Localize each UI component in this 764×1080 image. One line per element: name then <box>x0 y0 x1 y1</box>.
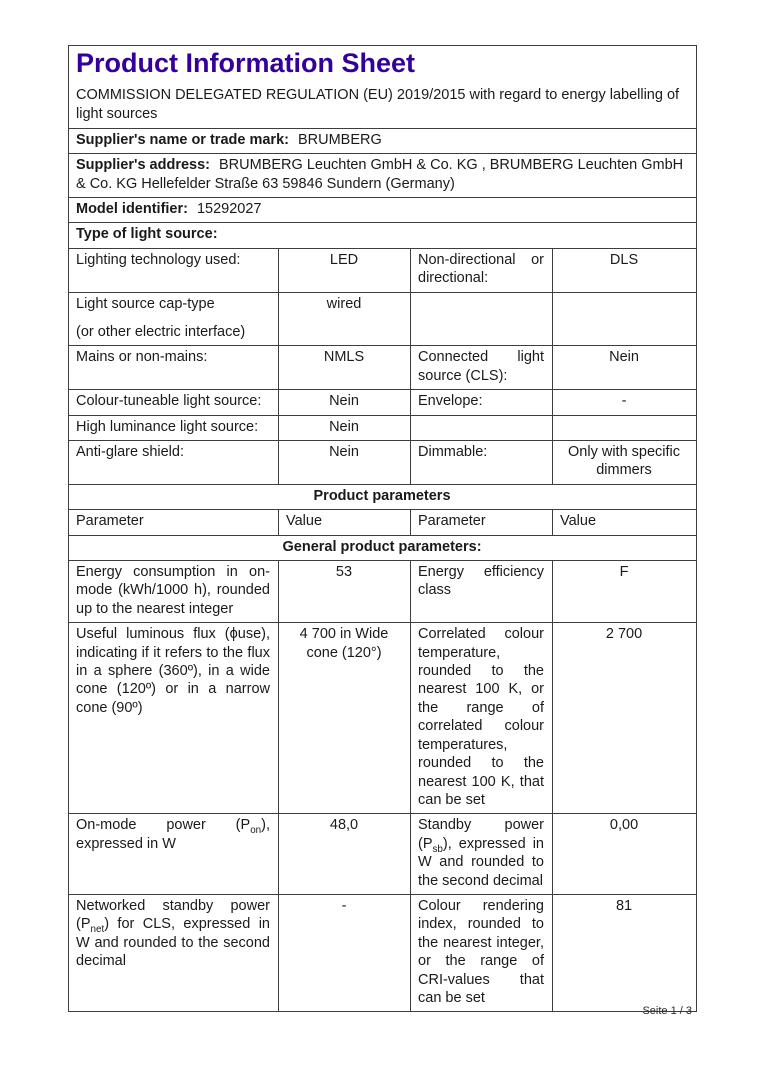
param-label-cell: Dimmable: <box>411 441 553 485</box>
param-label-subscript: net <box>90 924 105 936</box>
param-label-cell <box>69 292 279 346</box>
supplier-name-cell <box>69 128 697 153</box>
param-label-cell: Useful luminous flux (ϕuse), indicating if it refers to the flux in a sphere (360º), in a wide cone (120º) or in a narrow cone (90º) <box>69 623 279 814</box>
column-header-value: Value <box>279 510 411 535</box>
regulation-subtitle: COMMISSION DELEGATED REGULATION (EU) 2019/2015 with regard to energy labelling of light sources <box>76 87 680 122</box>
param-value-cell: 0,00 <box>553 814 697 895</box>
table-row <box>69 814 697 895</box>
table-row <box>69 441 697 485</box>
param-value-cell <box>553 415 697 440</box>
param-value-cell: Only with specific dimmers <box>553 441 697 485</box>
param-value-cell: F <box>553 561 697 623</box>
page-number: Seite 1 / 3 <box>642 1005 692 1017</box>
param-label-cell: Lighting technology used: <box>69 248 279 292</box>
section-header-row <box>69 535 697 560</box>
param-value-cell: 81 <box>553 894 697 1011</box>
param-label-cell: Envelope: <box>411 390 553 415</box>
table-row <box>69 292 697 346</box>
model-identifier-cell <box>69 197 697 222</box>
param-label-cell: Energy efficiency class <box>411 561 553 623</box>
page-title: Product Information Sheet <box>76 48 416 78</box>
param-value-cell: Nein <box>279 441 411 485</box>
type-of-light-source-cell <box>69 223 697 248</box>
model-identifier-value: 15292027 <box>196 200 262 217</box>
title-cell <box>69 46 697 129</box>
param-label-text: Standby power (P <box>418 817 544 852</box>
param-label-line2: (or other electric interface) <box>76 323 246 340</box>
param-label-cell: Anti-glare shield: <box>69 441 279 485</box>
section-header-general-product-parameters: General product parameters: <box>69 535 697 560</box>
param-label-cell: High luminance light source: <box>69 415 279 440</box>
column-header-parameter: Parameter <box>69 510 279 535</box>
param-label-text: Networked standby power (P <box>76 897 270 933</box>
param-label-cell <box>411 292 553 346</box>
param-value-cell: 48,0 <box>279 814 411 895</box>
param-label-text: ), expressed in W and rounded to the second decimal <box>418 835 544 889</box>
column-header-row <box>69 510 697 535</box>
param-value-cell: Nein <box>279 390 411 415</box>
section-header-product-parameters: Product parameters <box>69 484 697 509</box>
supplier-address-value: BRUMBERG Leuchten GmbH & Co. KG , BRUMBERG Leuchten GmbH & Co. KG Hellefelder Straße 63 59846 Sundern (Germany) <box>76 157 684 192</box>
title-row <box>69 46 697 129</box>
supplier-name-row <box>69 128 697 153</box>
param-label-cell: Energy consumption in on-mode (kWh/1000 h), rounded up to the nearest integer <box>69 561 279 623</box>
param-value-cell: wired <box>279 292 411 346</box>
param-value-cell: NMLS <box>279 346 411 390</box>
model-identifier-row <box>69 197 697 222</box>
table-row <box>69 415 697 440</box>
param-label-cell: Mains or non-mains: <box>69 346 279 390</box>
param-value-cell: - <box>279 894 411 1011</box>
supplier-address-cell <box>69 154 697 198</box>
param-label-cell <box>411 415 553 440</box>
type-of-light-source-row <box>69 223 697 248</box>
param-label-cell <box>69 814 279 895</box>
param-value-cell: LED <box>279 248 411 292</box>
param-label-subscript: on <box>250 825 262 837</box>
section-header-row <box>69 484 697 509</box>
param-label-text: ), expressed in W <box>76 817 270 852</box>
param-label-text: On-mode power (P <box>76 817 251 834</box>
param-label-cell: Connected light source (CLS): <box>411 346 553 390</box>
product-info-table <box>68 45 697 1012</box>
table-row <box>69 390 697 415</box>
supplier-name-label: Supplier's name or trade mark: <box>76 131 289 148</box>
param-label-text: ) for CLS, expressed in W and rounded to the second decimal <box>76 916 270 970</box>
table-row <box>69 346 697 390</box>
supplier-name-value: BRUMBERG <box>297 131 382 148</box>
param-value-cell: 4 700 in Wide cone (120°) <box>279 623 411 814</box>
param-label-subscript: sb <box>432 843 443 855</box>
param-value-cell: 53 <box>279 561 411 623</box>
column-header-parameter: Parameter <box>411 510 553 535</box>
table-row <box>69 623 697 814</box>
param-value-cell: DLS <box>553 248 697 292</box>
supplier-address-label: Supplier's address: <box>76 157 210 174</box>
supplier-address-row <box>69 154 697 198</box>
table-row <box>69 894 697 1011</box>
param-label-cell <box>411 814 553 895</box>
param-value-cell: 2 700 <box>553 623 697 814</box>
param-label-cell: Correlated colour temperature, rounded to the nearest 100 K, or the range of correlated colour temperatures, rounded to the nearest 100 K, that can be set <box>411 623 553 814</box>
param-value-cell: - <box>553 390 697 415</box>
product-information-sheet <box>68 45 696 1012</box>
param-label-cell <box>69 894 279 1011</box>
param-value-cell: Nein <box>553 346 697 390</box>
column-header-value: Value <box>553 510 697 535</box>
param-label-cell: Colour-tuneable light source: <box>69 390 279 415</box>
param-value-cell <box>553 292 697 346</box>
param-label-cell: Non-directional or directional: <box>411 248 553 292</box>
param-label-line1: Light source cap-type <box>76 295 215 312</box>
param-label-cell: Colour rendering index, rounded to the nearest integer, or the range of CRI-values that can be set <box>411 894 553 1011</box>
table-row <box>69 561 697 623</box>
model-identifier-label: Model identifier: <box>76 200 188 217</box>
table-row <box>69 248 697 292</box>
type-of-light-source-label: Type of light source: <box>76 226 218 243</box>
param-value-cell: Nein <box>279 415 411 440</box>
